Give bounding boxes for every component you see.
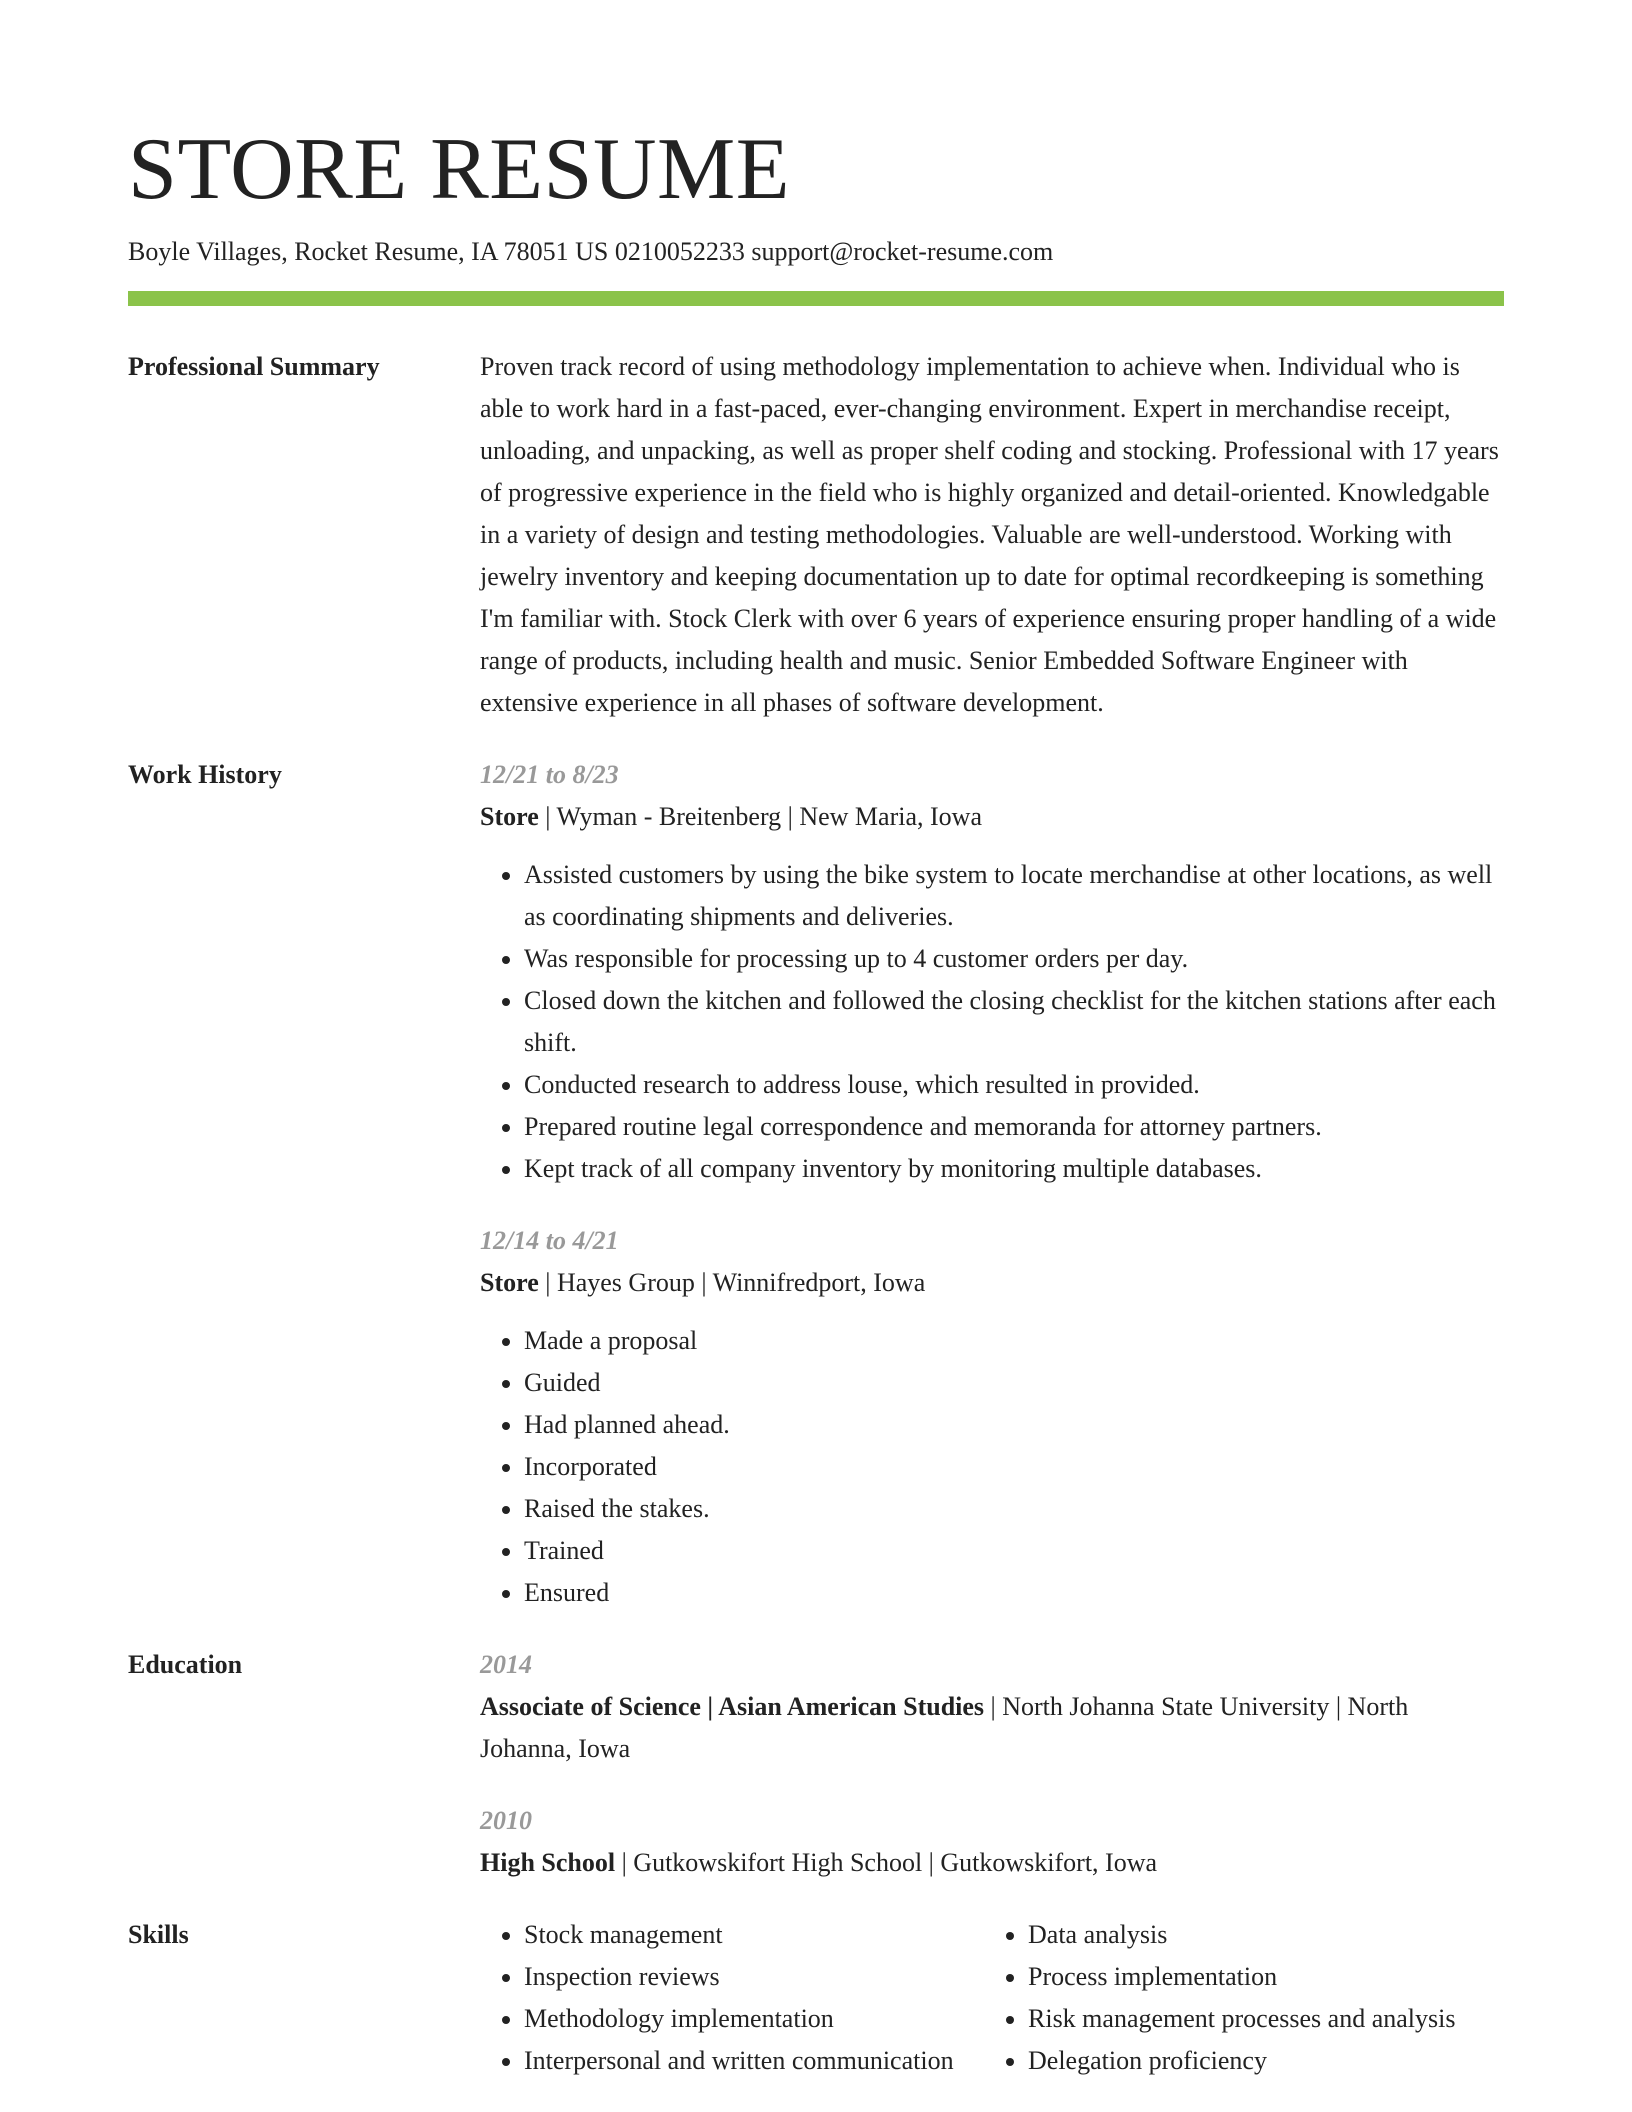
summary-text: Proven track record of using methodology implementation to achieve when. Individual who is able to work hard in a fast-paced, ever-changing environment. Expert in merchandise receipt, unloading, and unpacking, as well as proper shelf coding and stocking. Professional with 17 years of progressive experience in the field who is highly organized and detail-oriented. Knowledgable in a variety of design and testing methodologies. Valuable are well-understood. Working with jewelry inventory and keeping documentation up to date for optimal recordkeeping is something I'm familiar with. Stock Clerk with over 6 years of experience ensuring proper handling of a wide range of products, including health and music. Senior Embedded Software Engineer with extensive experience in all phases of software development. (480, 352, 1499, 717)
list-item: • Guided (524, 1362, 1504, 1404)
list-item: • Trained (524, 1530, 1504, 1572)
list-item: • Incorporated (524, 1446, 1504, 1488)
list-item: • Process implementation (1028, 1956, 1468, 1998)
education-entry (480, 1644, 1504, 1770)
resume-page (128, 0, 1504, 2082)
list-item: • Made a proposal (524, 1320, 1504, 1362)
list-item: • Prepared routine legal correspondence and memoranda for attorney partners. (524, 1106, 1504, 1148)
education-details: | North Johanna State University | North Johanna, Iowa (480, 1692, 1409, 1763)
job-details: | Hayes Group | Winnifredport, Iowa (538, 1268, 926, 1297)
list-item: • Data analysis (1028, 1914, 1468, 1956)
skills-grid (480, 1914, 1504, 2082)
list-item: • Raised the stakes. (524, 1488, 1504, 1530)
job-heading (480, 1262, 1504, 1304)
contact-line: Boyle Villages, Rocket Resume, IA 78051 US 0210052233 support@rocket-resume.com (128, 237, 1054, 266)
education-year: 2010 (480, 1806, 532, 1835)
education-heading (480, 1842, 1504, 1884)
list-item: • Conducted research to address louse, which resulted in provided. (524, 1064, 1504, 1106)
list-item: • Had planned ahead. (524, 1404, 1504, 1446)
list-item: • Interpersonal and written communication (524, 2040, 984, 2082)
list-item: • Delegation proficiency (1028, 2040, 1468, 2082)
job-role: Store (480, 1268, 539, 1297)
list-item: • Inspection reviews (524, 1956, 984, 1998)
summary-section (128, 346, 1504, 724)
education-heading (480, 1686, 1504, 1770)
section-title: Work History (128, 760, 282, 789)
header-divider (128, 291, 1504, 306)
list-item: • Kept track of all company inventory by monitoring multiple databases. (524, 1148, 1504, 1190)
list-item: • Assisted customers by using the bike system to locate merchandise at other locations, as well as coordinating shipments and deliveries. (524, 854, 1504, 938)
list-item: • Risk management processes and analysis (1028, 1998, 1468, 2040)
education-entry (480, 1800, 1504, 1884)
job-heading (480, 796, 1504, 838)
skills-section (128, 1914, 1504, 2082)
job-dates: 12/21 to 8/23 (480, 760, 619, 789)
education-year: 2014 (480, 1650, 532, 1679)
education-degree: Associate of Science | Asian American Studies (480, 1692, 985, 1721)
job-details: | Wyman - Breitenberg | New Maria, Iowa (538, 802, 982, 831)
skills-column (984, 1914, 1468, 2082)
education-degree: High School (480, 1848, 616, 1877)
resume-name: STORE RESUME (128, 121, 791, 218)
job-role: Store (480, 802, 539, 831)
section-title: Education (128, 1650, 243, 1679)
list-item: • Stock management (524, 1914, 984, 1956)
section-title: Professional Summary (128, 352, 380, 381)
section-title: Skills (128, 1920, 189, 1949)
job-bullets (480, 1320, 1504, 1614)
job-entry (480, 754, 1504, 1190)
list-item: • Was responsible for processing up to 4 customer orders per day. (524, 938, 1504, 980)
list-item: • Methodology implementation (524, 1998, 984, 2040)
job-entry (480, 1220, 1504, 1614)
list-item: • Ensured (524, 1572, 1504, 1614)
skills-column (480, 1914, 984, 2082)
work-section (128, 754, 1504, 1614)
job-bullets (480, 854, 1504, 1190)
education-section (128, 1644, 1504, 1884)
list-item: • Closed down the kitchen and followed the closing checklist for the kitchen stations after each shift. (524, 980, 1504, 1064)
education-details: | Gutkowskifort High School | Gutkowskifort, Iowa (615, 1848, 1158, 1877)
job-dates: 12/14 to 4/21 (480, 1226, 619, 1255)
